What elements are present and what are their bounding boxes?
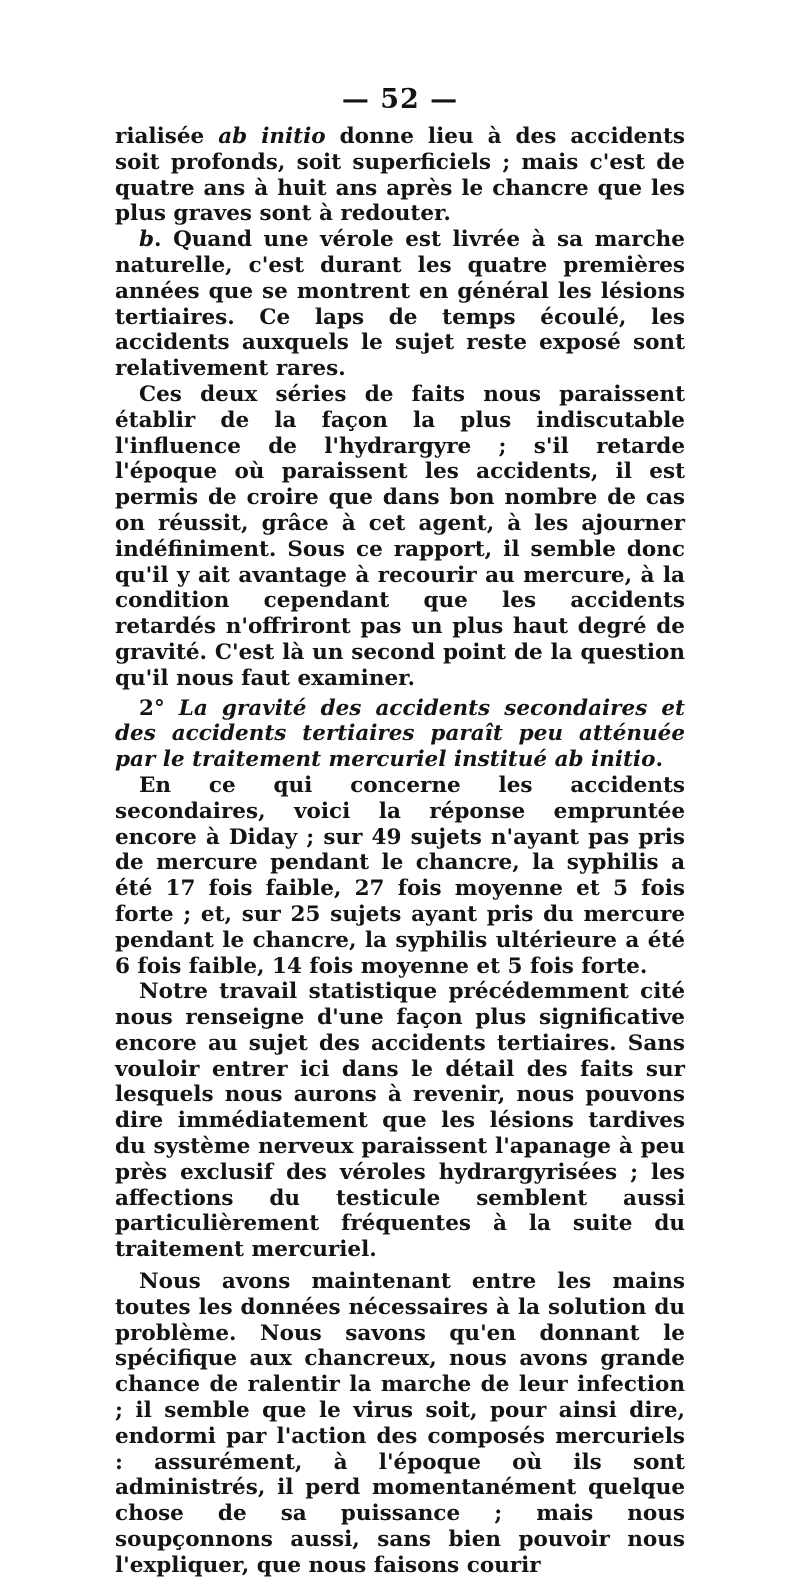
paragraph-7: Nous avons maintenant entre les mains toutes les données nécessaires à la solution du problème. Nous savons qu'en donnant le spécifique aux chancreux, nous avons grande chance de ralentir la marche de leur infection ; il semble que le virus soit, pour ainsi dire, endormi par l'action des composés mercuriels : assurément, à l'époque où ils sont administrés, il perd momentanément quelque chose de sa puissance ; mais nous soupçonnons aussi, sans bien pouvoir nous l'expliquer, que nous faisons courir [115,1269,685,1578]
paragraph-5: En ce qui concerne les accidents secondaires, voici la réponse empruntée encore à Diday ; sur 49 sujets n'ayant pas pris de mercure pendant le chancre, la syphilis a été 17 fois faible, 27 fois moyenne et 5 fois forte ; et, sur 25 sujets ayant pris du mercure pendant le chancre, la syphilis ultérieure a été 6 fois faible, 14 fois moyenne et 5 fois forte. [115,772,685,979]
list-marker-b: b [139,227,155,253]
body-text [115,124,685,1579]
paragraph-1: rialisée ab initio donne lieu à des accidents soit profonds, soit superficiels ; mais c'est de quatre ans à huit ans après le chancre que les plus graves sont à redouter. [115,124,685,227]
page-number: — 52 — [341,84,459,115]
paragraph-3: Ces deux séries de faits nous paraissent établir de la façon la plus indiscutable l'influence de l'hydrargyre ; s'il retarde l'époque où paraissent les accidents, il est permis de croire que dans bon nombre de cas on réussit, grâce à cet agent, à les ajourner indéfiniment. Sous ce rapport, il semble donc qu'il y ait avantage à recourir au mercure, à la condition cependant que les accidents retardés n'offriront pas un plus haut degré de gravité. C'est là un second point de la question qu'il nous faut examiner. [115,381,685,691]
paragraph-4-heading: 2° La gravité des accidents secondaires et des accidents tertiaires paraît peu atténuée par le traitement mercuriel institué ab initio. [115,695,685,773]
latin-phrase: ab initio [218,124,326,149]
paragraph-6: Notre travail statistique précédemment cité nous renseigne d'une façon plus significative encore au sujet des accidents tertiaires. Sans vouloir entrer ici dans le détail des faits sur lesquels nous aurons à revenir, nous pouvons dire immédiatement que les lésions tardives du système nerveux paraissent l'apanage à peu près exclusif des véroles hydrargyrisées ; les affections du testicule semblent aussi particulièrement fréquentes à la suite du traitement mercuriel. [115,979,685,1263]
section-heading: La gravité des accidents secondaires et des accidents tertiaires paraît peu atténuée par le traitement mercuriel institué ab initio [115,695,685,773]
paragraph-2: b. Quand une vérole est livrée à sa marche naturelle, c'est durant les quatre premières années que se montrent en général les lésions tertiaires. Ce laps de temps écoulé, les accidents auxquels le sujet reste exposé sont relativement rares. [115,227,685,382]
